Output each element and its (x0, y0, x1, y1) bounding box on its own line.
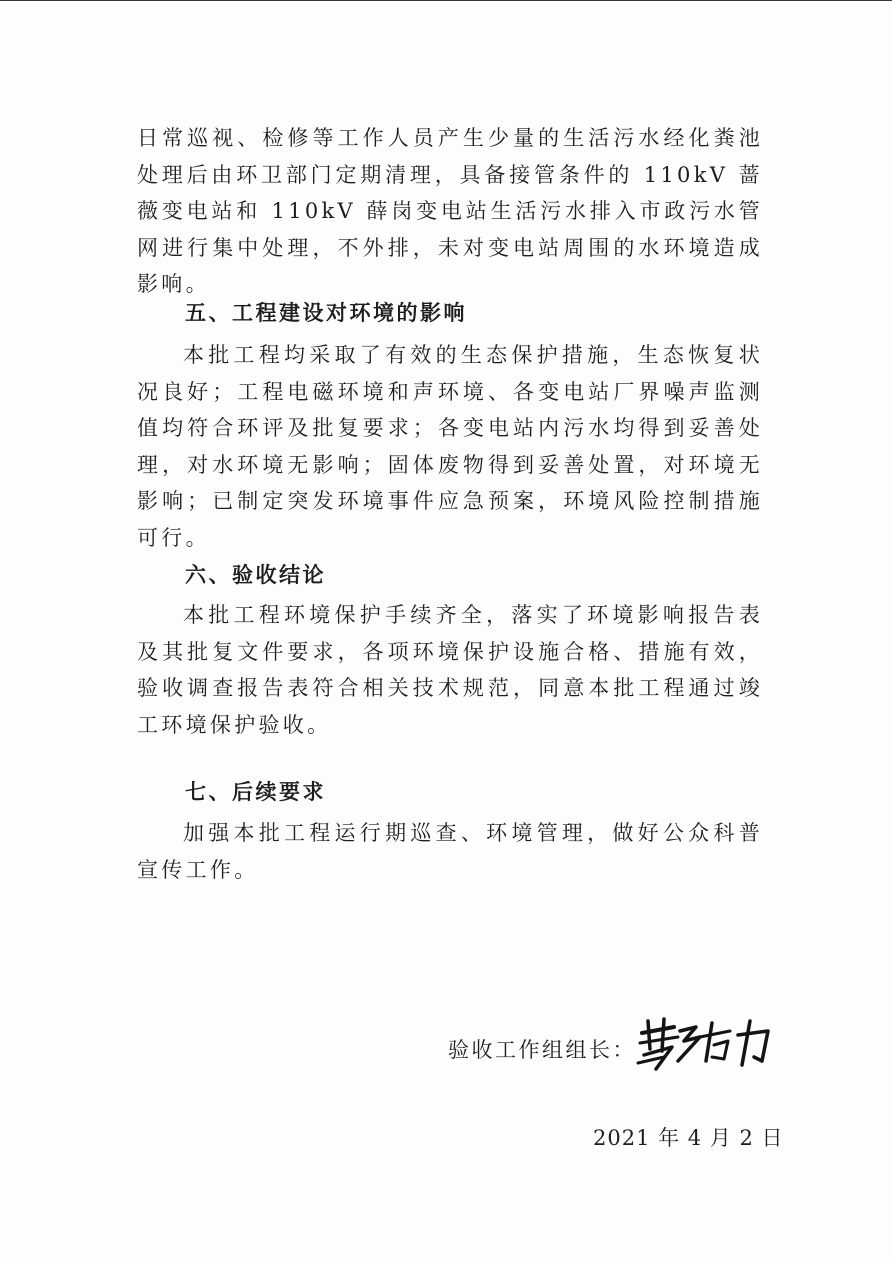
paragraph-wastewater: 日常巡视、检修等工作人员产生少量的生活污水经化粪池处理后由环卫部门定期清理，具备接管条件的 110kV 蔷薇变电站和 110kV 薛岗变电站生活污水排入市政污水管网进行集中处理，不外排，未对变电站周围的水环境造成影响。 (137, 126, 763, 296)
signature-label: 验收工作组组长： (448, 1038, 636, 1062)
heading-acceptance-conclusion: 六、验收结论 (185, 563, 326, 587)
heading-environmental-impact: 五、工程建设对环境的影响 (185, 301, 467, 325)
handwritten-signature (634, 1011, 774, 1073)
paragraph-follow-up-requirements: 加强本批工程运行期巡查、环境管理，做好公众科普宣传工作。 (137, 821, 763, 882)
paragraph-acceptance-conclusion: 本批工程环境保护手续齐全，落实了环境影响报告表及其批复文件要求，各项环境保护设施合格、措施有效，验收调查报告表符合相关技术规范，同意本批工程通过竣工环境保护验收。 (137, 603, 763, 737)
heading-follow-up-requirements: 七、后续要求 (185, 780, 326, 804)
document-date: 2021 年 4 月 2 日 (593, 1126, 784, 1150)
paragraph-environmental-impact: 本批工程均采取了有效的生态保护措施，生态恢复状况良好；工程电磁环境和声环境、各变电站厂界噪声监测值均符合环评及批复要求；各变电站内污水均得到妥善处理，对水环境无影响；固体废物得到妥善处置，对环境无影响；已制定突发环境事件应急预案，环境风险控制措施可行。 (137, 343, 763, 550)
